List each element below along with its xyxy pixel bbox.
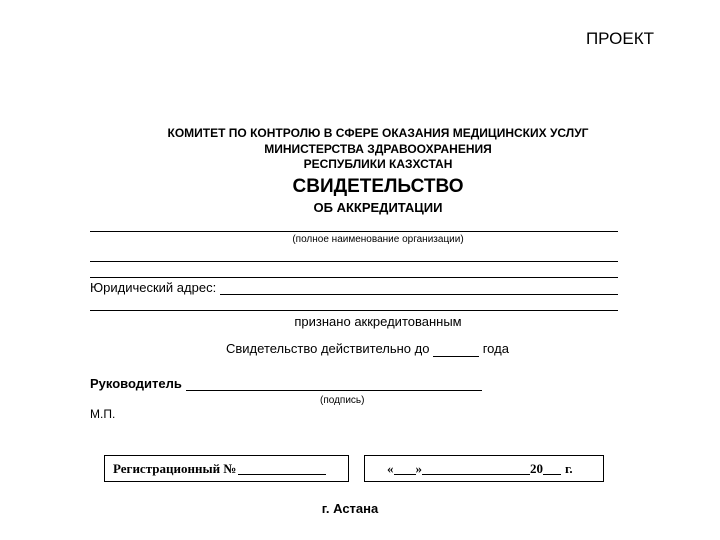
date-year-blank bbox=[543, 462, 561, 475]
legal-address-line bbox=[220, 282, 618, 295]
header-ministry: МИНИСТЕРСТВА ЗДРАВООХРАНЕНИЯ bbox=[264, 142, 492, 156]
registration-label: Регистрационный № bbox=[113, 460, 237, 476]
date-day-blank bbox=[394, 462, 416, 475]
validity-suffix: года bbox=[482, 341, 509, 356]
head-row bbox=[90, 376, 482, 391]
org-name-line-2 bbox=[90, 261, 618, 262]
head-signature-line bbox=[186, 378, 482, 391]
legal-address-row bbox=[90, 280, 618, 295]
date-box bbox=[364, 455, 604, 482]
head-label: Руководитель bbox=[90, 376, 182, 391]
recognized-text: признано аккредитованным bbox=[294, 314, 462, 329]
date-open-quote: « bbox=[387, 460, 394, 476]
document-subtitle: ОБ АККРЕДИТАЦИИ bbox=[313, 200, 443, 215]
legal-address-label: Юридический адрес: bbox=[90, 280, 217, 295]
date-year-prefix: 20 bbox=[530, 460, 543, 476]
legal-address-line-2 bbox=[90, 310, 618, 311]
city: г. Астана bbox=[321, 501, 379, 516]
draft-label: ПРОЕКТ bbox=[585, 29, 654, 48]
org-name-line-3 bbox=[90, 277, 618, 278]
header-republic: РЕСПУБЛИКИ КАЗХСТАН bbox=[303, 157, 453, 171]
document-title: СВИДЕТЕЛЬСТВО bbox=[292, 176, 464, 197]
header-committee: КОМИТЕТ ПО КОНТРОЛЮ В СФЕРЕ ОКАЗАНИЯ МЕДИЦИНСКИХ УСЛУГ bbox=[167, 126, 589, 140]
org-name-hint: (полное наименование организации) bbox=[292, 234, 464, 245]
registration-box bbox=[104, 455, 349, 482]
registration-number-blank bbox=[238, 462, 326, 475]
validity-row bbox=[226, 341, 509, 357]
date-close-quote: » bbox=[415, 460, 422, 476]
signature-hint: (подпись) bbox=[320, 395, 365, 406]
org-name-line bbox=[90, 231, 618, 232]
validity-date-blank bbox=[433, 341, 479, 357]
validity-prefix: Свидетельство действительно до bbox=[226, 341, 430, 356]
date-month-blank bbox=[422, 462, 530, 475]
date-year-suffix: г. bbox=[565, 460, 573, 476]
stamp-label: М.П. bbox=[90, 407, 116, 421]
